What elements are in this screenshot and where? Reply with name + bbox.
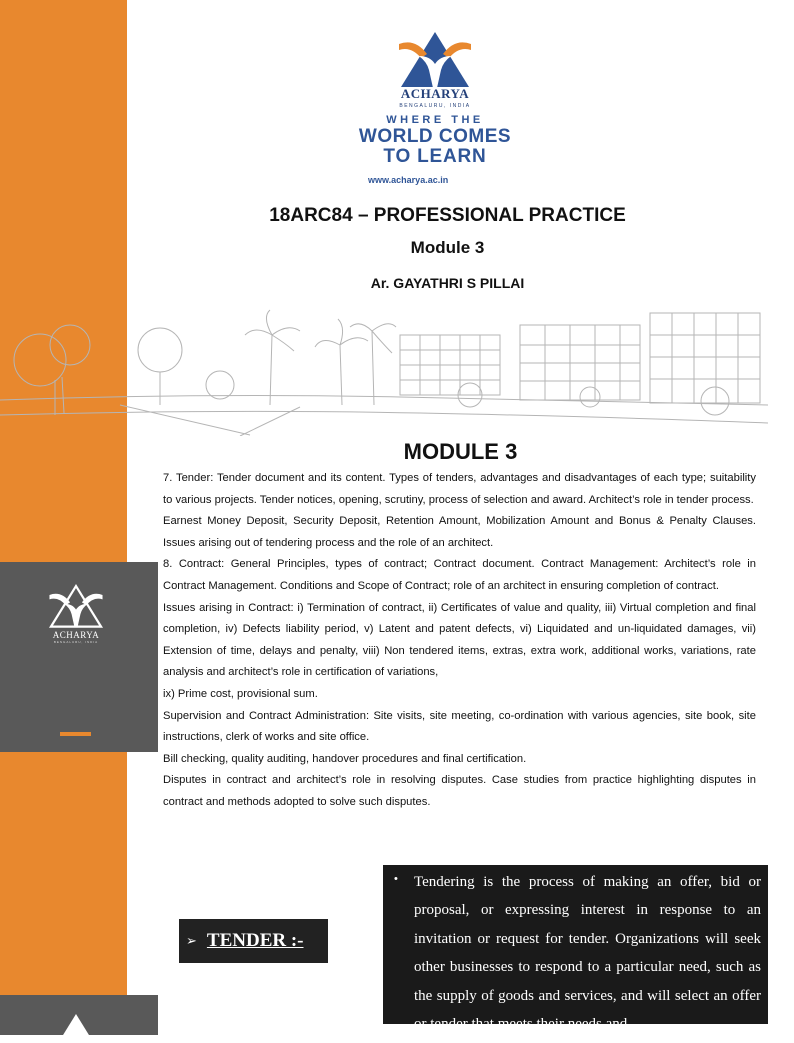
arrow-bullet-icon: ➢ [186, 933, 197, 948]
syllabus-paragraph: Disputes in contract and architect’s role in resolving disputes. Case studies from practice highlighting disputes in contract and methods adopted to solve such disputes. [163, 774, 756, 808]
bullet-icon: • [394, 873, 398, 885]
syllabus-paragraph: Issues arising in Contract: i) Termination of contract, ii) Certificates of value and quality, iii) Virtual completion and final completion, iv) Defects liability period, v) Latent and patent defects, vi) Liquidated and un-liquidated damages, vii) Extension of time, delays and penalty, viii) Non tendered items, extras, extra work, additional works, variations, rate analysis and architect’s role in certification of variations, [163, 601, 756, 679]
syllabus-paragraph: Bill checking, quality auditing, handover procedures and final certification. [163, 752, 527, 765]
campus-sketch-image [0, 305, 768, 436]
syllabus-paragraph: Supervision and Contract Administration: Site visits, site meeting, co-ordination with various agencies, site book, site instructions, clerk of works and site office. [163, 709, 756, 744]
tender-slide [0, 860, 768, 1033]
website-link[interactable]: www.acharya.ac.in [368, 175, 449, 185]
tagline-line-3: TO LEARN [383, 146, 487, 167]
brand-location: BENGALURU, INDIA [399, 103, 471, 109]
tagline-line-1: WHERE THE [386, 114, 484, 126]
tender-definition-box [383, 865, 768, 1033]
tender-heading-label: TENDER :- [206, 930, 304, 951]
syllabus-paragraph: 8. Contract: General Principles, types of contract; Contract document. Contract Management: Architect’s role in Contract Management. Conditions and Scope of Contract; role of an architect in ensuring completion of contract. [163, 558, 756, 592]
acharya-logo [330, 30, 540, 185]
orange-dash [60, 732, 91, 736]
module-subtitle: Module 3 [410, 238, 485, 257]
module-heading: MODULE 3 [403, 439, 518, 464]
acharya-logo-icon [397, 30, 473, 88]
title-slide [0, 0, 768, 436]
syllabus-paragraph: 7. Tender: Tender document and its content. Types of tenders, advantages and disadvantages of each type; suitability to various projects. Tender notices, opening, scrutiny, process of selection and award. Architect’s role in tender process. [163, 472, 756, 506]
acharya-logo-icon [48, 584, 104, 628]
panel-brand: ACHARYA [52, 630, 100, 640]
course-title: 18ARC84 – PROFESSIONAL PRACTICE [269, 205, 626, 226]
tender-definition-text: Tendering is the process of making an offer, bid or proposal, or expressing interest in response to an invitation or request for tender. Organizations will seek other businesses to respond to a particular need, such as the supply of goods and services, and will select an offer or tender that meets their needs and [414, 874, 761, 1033]
acharya-logo-icon [56, 1013, 96, 1043]
logo-panel [0, 995, 158, 1035]
brand-name: ACHARYA [400, 86, 470, 101]
panel-location: BENGALURU, INDIA [53, 640, 99, 644]
syllabus-paragraph: ix) Prime cost, provisional sum. [163, 687, 318, 700]
author-name: Ar. GAYATHRI S PILLAI [370, 275, 525, 291]
syllabus-paragraph: Earnest Money Deposit, Security Deposit, Retention Amount, Mobilization Amount and Bonus & Penalty Clauses. Issues arising out of tendering process and the role of an architect. [163, 515, 756, 549]
syllabus-slide [0, 436, 768, 860]
tagline-line-2: WORLD COMES [358, 126, 512, 147]
panel-logo [44, 584, 108, 644]
logo-panel [0, 562, 158, 752]
syllabus-text [163, 468, 756, 814]
tender-heading [179, 919, 328, 963]
